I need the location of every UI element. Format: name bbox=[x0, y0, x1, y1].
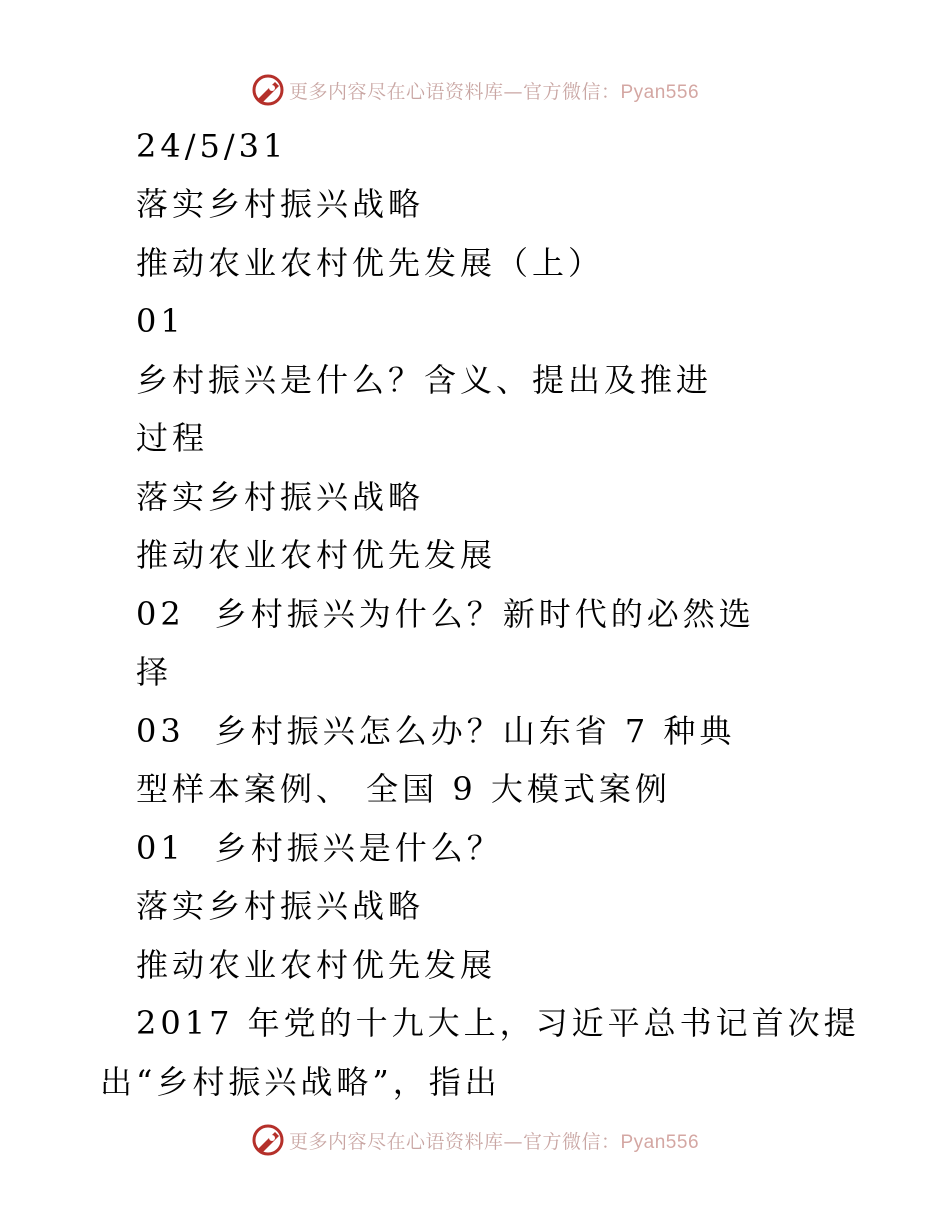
date-line: 24/5/31 bbox=[136, 127, 288, 165]
pen-logo-icon bbox=[251, 1123, 285, 1157]
section-line bbox=[136, 711, 735, 751]
section-title: 乡村振兴为什么？新时代的必然选 bbox=[214, 595, 755, 633]
body-line: 择 bbox=[136, 653, 173, 691]
paragraph-line: 出“乡村振兴战略”，指出 bbox=[100, 1063, 501, 1101]
pen-logo-icon bbox=[251, 73, 285, 107]
watermark-header bbox=[0, 70, 950, 110]
watermark-footer bbox=[0, 1120, 950, 1160]
section-title: 乡村振兴怎么办？山东省 7 种典 bbox=[214, 712, 736, 750]
section-line bbox=[136, 828, 503, 868]
body-line: 推动农业农村优先发展 bbox=[136, 536, 497, 574]
title-line-2: 推动农业农村优先发展（上） bbox=[136, 244, 605, 282]
section-number: 01 bbox=[136, 829, 185, 867]
section-number: 01 bbox=[136, 302, 185, 340]
section-title: 乡村振兴是什么？ bbox=[214, 829, 503, 867]
body-line: 推动农业农村优先发展 bbox=[136, 946, 497, 984]
title-line-1: 落实乡村振兴战略 bbox=[136, 185, 425, 223]
body-line: 乡村振兴是什么？含义、提出及推进 bbox=[136, 361, 713, 399]
body-line: 落实乡村振兴战略 bbox=[136, 478, 425, 516]
body-line: 过程 bbox=[136, 419, 209, 457]
section-line bbox=[136, 594, 755, 634]
body-line: 落实乡村振兴战略 bbox=[136, 887, 425, 925]
watermark-text: 更多内容尽在心语资料库—官方微信：Pyan556 bbox=[288, 80, 700, 103]
section-number: 02 bbox=[136, 595, 185, 633]
watermark-text: 更多内容尽在心语资料库—官方微信：Pyan556 bbox=[288, 1130, 700, 1153]
body-line: 型样本案例、 全国 9 大模式案例 bbox=[136, 770, 671, 808]
paragraph-line: 2017 年党的十九大上，习近平总书记首次提 bbox=[136, 1004, 860, 1042]
section-number: 03 bbox=[136, 712, 185, 750]
